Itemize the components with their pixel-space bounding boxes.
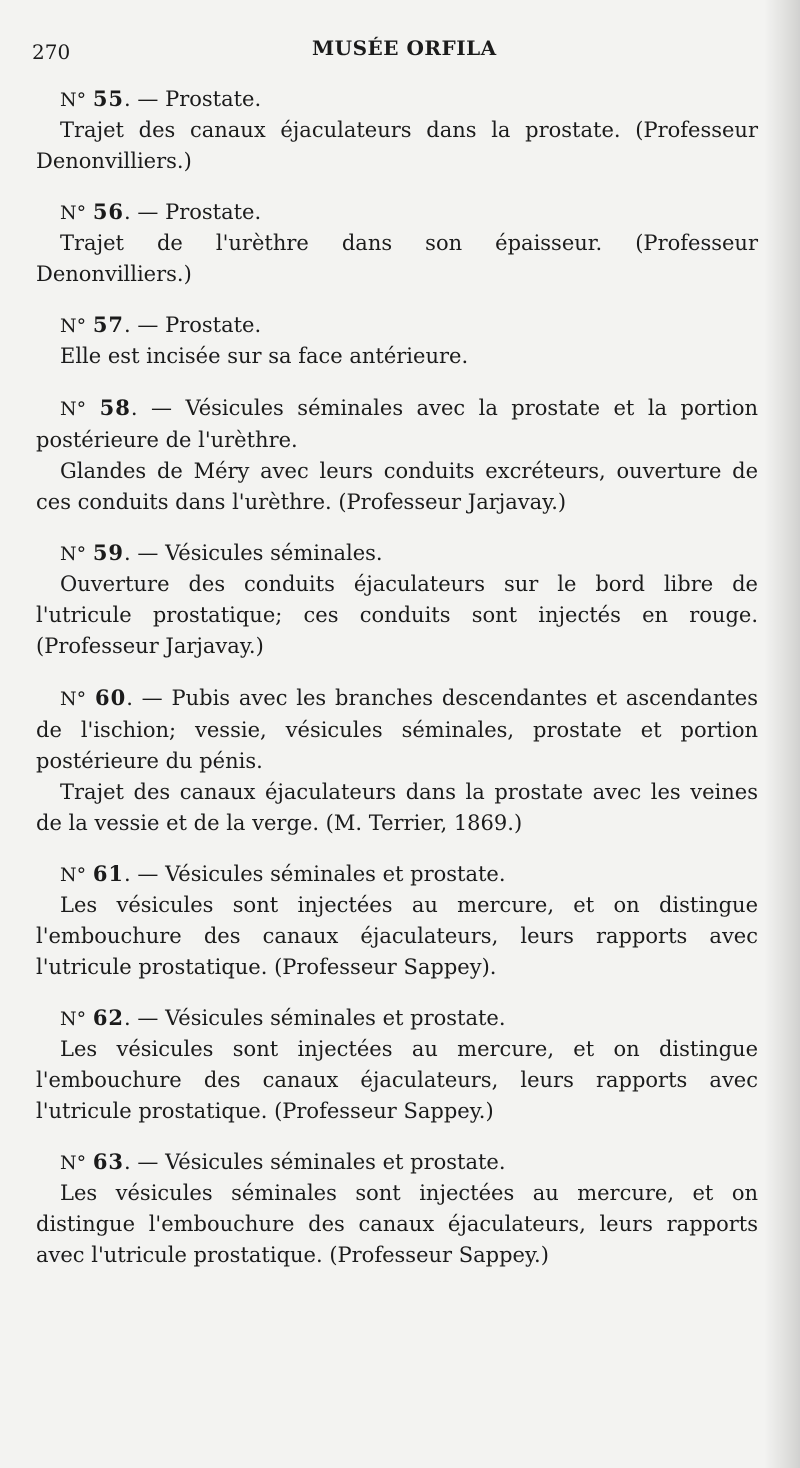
catalog-entry-63 (36, 1147, 758, 1271)
entry-number: 63 (92, 1149, 125, 1174)
entry-heading (36, 392, 758, 456)
catalog-entry-62 (36, 1003, 758, 1127)
entry-heading (36, 538, 758, 569)
catalog-entry-60 (36, 682, 758, 839)
entry-title: . — Prostate. (124, 313, 262, 337)
entry-heading (36, 859, 758, 890)
catalog-entry-56 (36, 197, 758, 290)
entry-description: Trajet des canaux éjaculateurs dans la prostate. (Professeur Denonvilliers.) (36, 118, 758, 173)
entry-heading (36, 1147, 758, 1178)
catalog-content (36, 84, 758, 1291)
entry-heading (36, 84, 758, 115)
entry-title: . — Vésicules séminales et prostate. (124, 1006, 506, 1030)
entry-description: Ouverture des conduits éjaculateurs sur le bord libre de l'utricule prostatique; ces conduits sont injectés en rouge. (Professeur Jarjavay.) (36, 572, 758, 658)
catalog-entry-57 (36, 310, 758, 372)
page-edge-shadow (764, 0, 800, 1468)
entry-number: 59 (92, 540, 125, 565)
entry-number-label: N° (60, 543, 87, 565)
entry-number-label: N° (60, 398, 87, 420)
entry-heading (36, 310, 758, 341)
page-number: 270 (32, 40, 71, 64)
entry-title: . — Vésicules séminales et prostate. (124, 862, 506, 886)
catalog-entry-61 (36, 859, 758, 983)
catalog-entry-58 (36, 392, 758, 518)
entry-number: 57 (92, 312, 125, 337)
entry-description: Trajet des canaux éjaculateurs dans la prostate avec les veines de la vessie et de la verge. (M. Terrier, 1869.) (36, 780, 758, 835)
catalog-entry-59 (36, 538, 758, 662)
entry-number: 56 (92, 199, 125, 224)
entry-description: Glandes de Méry avec leurs conduits excréteurs, ouverture de ces conduits dans l'urèthre. (Professeur Jarjavay.) (36, 459, 758, 514)
entry-number-label: N° (60, 688, 87, 710)
entry-number-label: N° (60, 202, 87, 224)
entry-number-label: N° (60, 315, 87, 337)
entry-description: Les vésicules séminales sont injectées au mercure, et on distingue l'embouchure des canaux éjaculateurs, leurs rapports avec l'utricule prostatique. (Professeur Sappey.) (36, 1181, 758, 1267)
entry-title: . — Vésicules séminales et prostate. (124, 1150, 506, 1174)
entry-heading (36, 682, 758, 777)
catalog-entry-55 (36, 84, 758, 177)
entry-title: . — Prostate. (124, 200, 262, 224)
entry-number: 61 (92, 861, 125, 886)
page-header (32, 34, 752, 64)
entry-number: 55 (92, 86, 125, 111)
entry-title: . — Vésicules séminales avec la prostate et la portion postérieure de l'urèthre. (36, 396, 758, 452)
entry-title: . — Vésicules séminales. (124, 541, 383, 565)
entry-number: 62 (92, 1005, 125, 1030)
entry-description: Les vésicules sont injectées au mercure, et on distingue l'embouchure des canaux éjaculateurs, leurs rapports avec l'utricule prostatique. (Professeur Sappey). (36, 893, 758, 979)
entry-number: 58 (99, 395, 131, 420)
entry-number: 60 (94, 685, 127, 710)
entry-description: Trajet de l'urèthre dans son épaisseur. (Professeur Denonvilliers.) (36, 231, 758, 286)
entry-heading (36, 1003, 758, 1034)
entry-number-label: N° (60, 864, 87, 886)
entry-description: Elle est incisée sur sa face antérieure. (60, 344, 469, 368)
entry-title: . — Prostate. (124, 87, 262, 111)
entry-number-label: N° (60, 1152, 87, 1174)
entry-title: . — Pubis avec les branches descendantes et ascendantes de l'ischion; vessie, vésicules séminales, prostate et portion postérieure du pénis. (36, 686, 758, 773)
running-title: MUSÉE ORFILA (312, 36, 497, 60)
entry-heading (36, 197, 758, 228)
entry-description: Les vésicules sont injectées au mercure, et on distingue l'embouchure des canaux éjaculateurs, leurs rapports avec l'utricule prostatique. (Professeur Sappey.) (36, 1037, 758, 1123)
entry-number-label: N° (60, 89, 87, 111)
entry-number-label: N° (60, 1008, 87, 1030)
